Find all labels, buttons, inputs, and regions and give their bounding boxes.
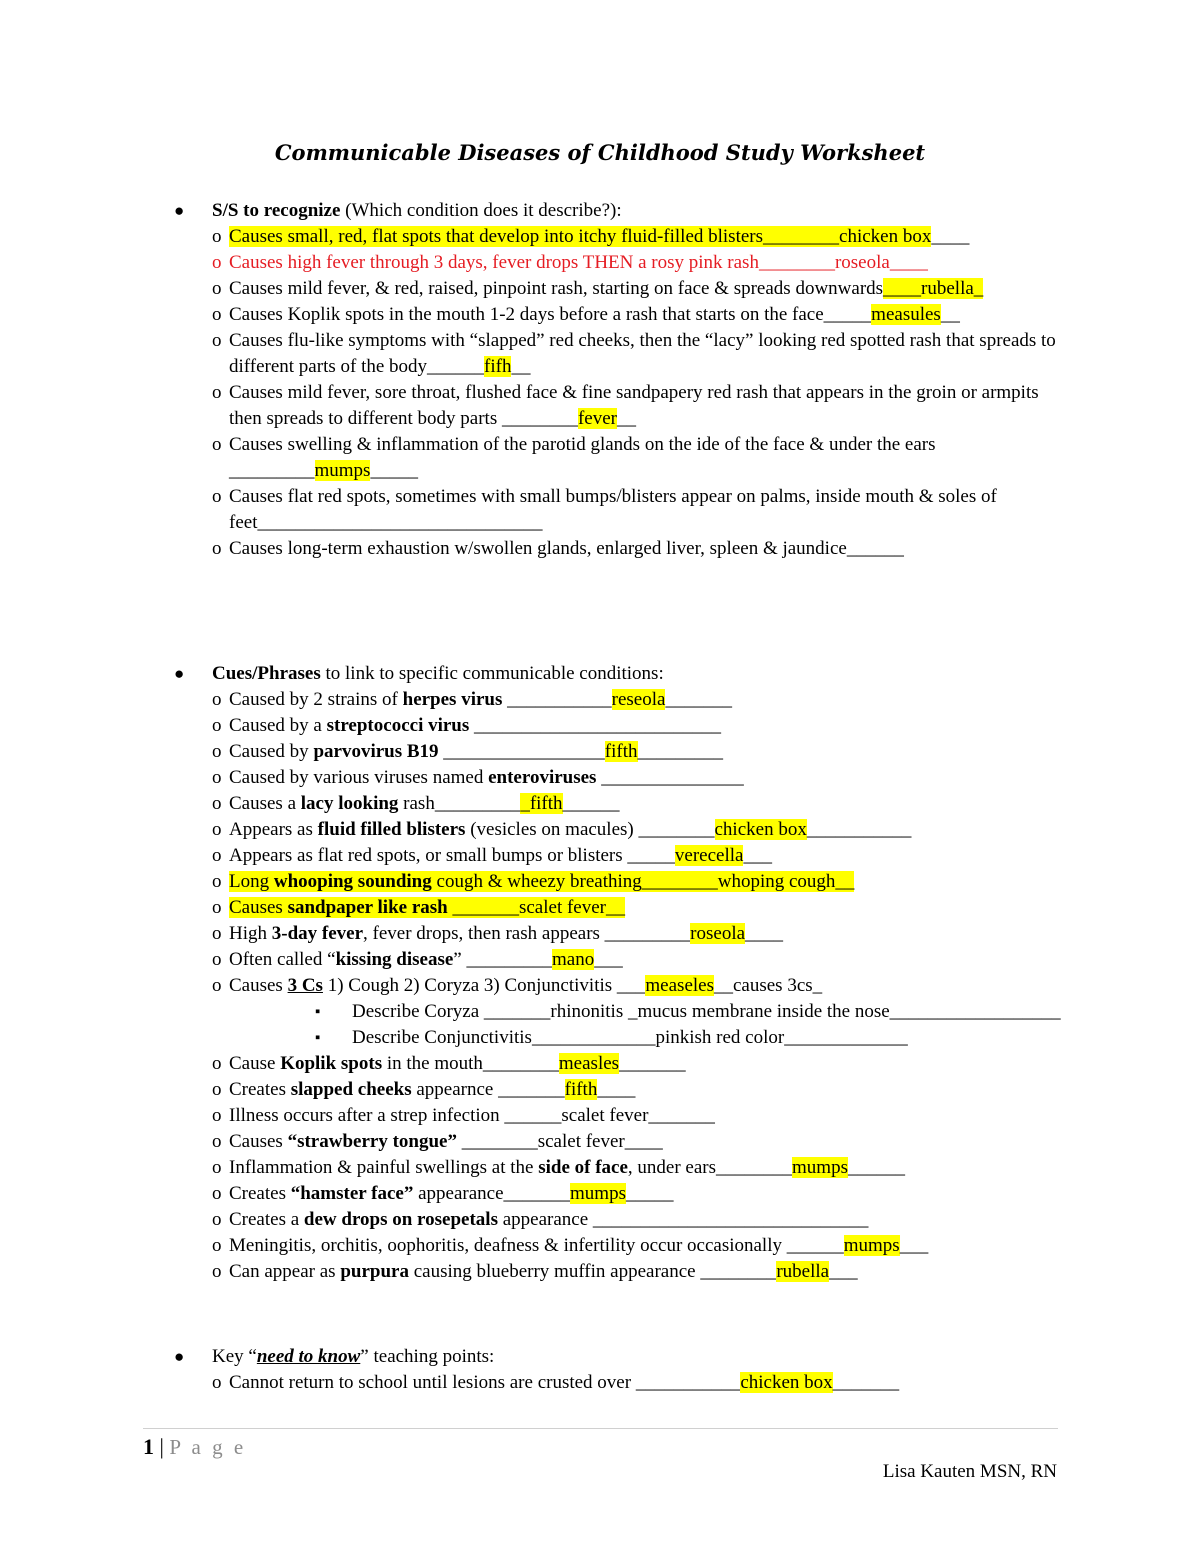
highlighted-answer: measles [558, 1053, 620, 1074]
list-item [212, 1370, 1072, 1396]
item-text: “hamster face” [290, 1183, 414, 1204]
list-item [212, 869, 1072, 895]
item-text: ____ [597, 1079, 636, 1100]
item-text: High [229, 923, 272, 944]
item-text: Causes [229, 1131, 288, 1152]
item-text: __ [617, 408, 636, 429]
item-text: Creates a [229, 1209, 304, 1230]
item-text: Appears as flat red spots, or small bumps or blisters _____ [229, 845, 675, 866]
highlighted-answer: chicken box [740, 1372, 833, 1393]
item-text: ___ [829, 1261, 858, 1282]
sub-list-item [212, 999, 1072, 1025]
item-text: _________________ [438, 741, 605, 762]
item-text: Causes Koplik spots in the mouth 1-2 days before a rash that starts on the face_____ [229, 304, 872, 325]
highlighted-answer: whoping cough__ [717, 871, 855, 892]
item-text: ______ [847, 1157, 905, 1178]
item-text: parvovirus B19 [313, 741, 439, 762]
item-text: causing blueberry muffin appearance ________ [408, 1261, 777, 1282]
highlighted-answer: fifth [564, 1079, 598, 1100]
highlighted-answer: reseola [611, 689, 666, 710]
item-text: 1) Cough 2) Coryza 3) Conjunctivitis ___ [322, 975, 646, 996]
highlighted-answer: sandpaper like rash [287, 897, 448, 918]
highlighted-answer: mumps [314, 460, 371, 481]
highlighted-answer: whooping sounding [273, 871, 432, 892]
item-text: _______________ [596, 767, 744, 788]
list-item [212, 1129, 1072, 1155]
key-list [212, 1370, 1072, 1396]
item-text: lacy looking [300, 793, 399, 814]
ss-list [212, 224, 1072, 562]
highlighted-answer: fifth [604, 741, 638, 762]
list-item [212, 432, 1072, 484]
item-text: Appears as [229, 819, 318, 840]
item-text: ___________ [502, 689, 612, 710]
list-item [212, 1077, 1072, 1103]
item-text: ” _________ [453, 949, 552, 970]
list-item [212, 973, 1072, 999]
item-text: Causes flat red spots, sometimes with small bumps/blisters appear on palms, inside mouth & soles of feet______________________________ [229, 486, 997, 533]
item-text: __ [511, 356, 531, 377]
item-text: ______ [562, 793, 620, 814]
list-item [212, 895, 1072, 921]
item-text: dew drops on rosepetals [303, 1209, 498, 1230]
bullet-icon: ● [174, 664, 185, 683]
item-text: in the mouth________ [382, 1053, 559, 1074]
item-text: _____ [370, 460, 418, 481]
list-item [212, 765, 1072, 791]
section-heading: S/S to recognize (Which condition does it describe?): [212, 200, 622, 221]
highlighted-answer: mano [551, 949, 595, 970]
item-text: (vesicles on macules) ________ [465, 819, 715, 840]
item-text: Caused by various viruses named [229, 767, 489, 788]
highlighted-answer: Long [229, 871, 274, 892]
list-item [212, 1181, 1072, 1207]
page-title: Communicable Diseases of Childhood Study Worksheet [274, 140, 926, 165]
item-text: Causes flu-like symptoms with “slapped” red cheeks, then the “lacy” looking red spotted rash that spreads to different parts of the body______ [229, 330, 1056, 377]
highlighted-answer: mumps [570, 1183, 626, 1204]
item-text: ___ [594, 949, 623, 970]
item-text: Caused by 2 strains of [229, 689, 403, 710]
item-text: ____ [931, 226, 970, 247]
item-text: Causes mild fever, & red, raised, pinpoint rash, starting on face & spreads downwards [229, 278, 884, 299]
list-item [212, 250, 1072, 276]
item-text: 3 Cs [287, 975, 323, 996]
list-item [212, 1103, 1072, 1129]
list-item [212, 739, 1072, 765]
list-item [212, 328, 1072, 380]
list-item [212, 1155, 1072, 1181]
section-heading: Cues/Phrases to link to specific communicable conditions: [212, 663, 664, 684]
item-text: Causes long-term exhaustion w/swollen glands, enlarged liver, spleen & jaundice______ [229, 538, 904, 559]
item-text: Illness occurs after a strep infection ______scalet fever_______ [229, 1105, 715, 1126]
item-text: streptococci virus [326, 715, 470, 736]
item-text: Can appear as [229, 1261, 341, 1282]
sub-list-item [212, 1025, 1072, 1051]
highlighted-answer: cough & wheezy breathing________ [431, 871, 718, 892]
list-item [212, 791, 1072, 817]
item-text: Inflammation & painful swellings at the [229, 1157, 539, 1178]
item-text: Causes [229, 975, 288, 996]
list-item [212, 843, 1072, 869]
highlighted-answer: measeles [645, 975, 714, 996]
item-text: herpes virus [402, 689, 503, 710]
highlighted-answer: chicken box [714, 819, 807, 840]
highlighted-answer: measules [871, 304, 941, 325]
list-item [212, 713, 1072, 739]
item-text: _______ [832, 1372, 900, 1393]
item-text: _______ [619, 1053, 686, 1074]
highlighted-answer: roseola [690, 923, 746, 944]
item-text: __ [940, 304, 960, 325]
item-text: __causes 3cs_ [713, 975, 823, 996]
section-heading: Key “need to know” teaching points: [212, 1346, 495, 1367]
cues-list [212, 687, 1072, 1285]
list-item [212, 1259, 1072, 1285]
item-text: Cannot return to school until lesions are crusted over ___________ [229, 1372, 741, 1393]
highlighted-answer: mumps [792, 1157, 848, 1178]
highlighted-answer: fever [577, 408, 617, 429]
list-item [212, 1051, 1072, 1077]
item-text: Caused by [229, 741, 314, 762]
item-text: kissing disease [335, 949, 454, 970]
item-text: Creates [229, 1079, 291, 1100]
item-text: appearance_______ [413, 1183, 571, 1204]
list-item [212, 224, 1072, 250]
item-text: _______ [665, 689, 732, 710]
list-item [212, 687, 1072, 713]
list-item [212, 947, 1072, 973]
page-number: 1 | P a g e [143, 1434, 247, 1459]
item-text: Describe Conjunctivitis_____________pinkish red color_____________ [352, 1027, 908, 1048]
item-text: purpura [340, 1261, 409, 1282]
item-text: fluid filled blisters [317, 819, 466, 840]
item-text: ___ [743, 845, 772, 866]
item-text: Cause [229, 1053, 281, 1074]
highlighted-answer: rubella [776, 1261, 830, 1282]
item-text: Caused by a [229, 715, 327, 736]
item-text: appearnce _______ [411, 1079, 565, 1100]
item-text: Koplik spots [280, 1053, 383, 1074]
item-text: _____ [625, 1183, 674, 1204]
item-text: Causes high fever through 3 days, fever drops THEN a rosy pink rash________roseola____ [229, 252, 928, 273]
item-text: , under ears________ [627, 1157, 793, 1178]
list-item [212, 276, 1072, 302]
item-text: side of face [538, 1157, 628, 1178]
list-item [212, 1207, 1072, 1233]
list-item [212, 536, 1072, 562]
item-text: appearance _____________________________ [497, 1209, 869, 1230]
bullet-icon: ● [174, 201, 185, 220]
item-text: ____ [745, 923, 784, 944]
item-text: rash_________ [398, 793, 521, 814]
item-text: slapped cheeks [290, 1079, 412, 1100]
ss-section [174, 198, 1072, 562]
highlighted-answer: _______scalet fever__ [447, 897, 625, 918]
item-text: Creates [229, 1183, 291, 1204]
list-item [212, 484, 1072, 536]
cues-section [174, 661, 1072, 1285]
footer-divider [143, 1428, 1058, 1429]
list-item [212, 380, 1072, 432]
item-text: ___ [899, 1235, 929, 1256]
list-item [212, 817, 1072, 843]
highlighted-answer: verecella [674, 845, 744, 866]
item-text: Often called “ [229, 949, 336, 970]
highlighted-answer: ____rubella_ [883, 278, 984, 299]
list-item [212, 302, 1072, 328]
item-text: Meningitis, orchitis, oophoritis, deafness & infertility occur occasionally ______ [229, 1235, 844, 1256]
item-text: _________ [637, 741, 724, 762]
list-item [212, 1233, 1072, 1259]
item-text: , fever drops, then rash appears _________ [363, 923, 691, 944]
highlighted-answer: mumps [843, 1235, 900, 1256]
item-text: enteroviruses [488, 767, 597, 788]
item-text: “strawberry tongue” [287, 1131, 457, 1152]
item-text: __________________________ [469, 715, 722, 736]
item-text: Describe Coryza _______rhinonitis _mucus membrane inside the nose__________________ [352, 1001, 1061, 1022]
list-item [212, 921, 1072, 947]
highlighted-answer: Causes [229, 897, 288, 918]
item-text: Causes a [229, 793, 301, 814]
item-text: ___________ [806, 819, 912, 840]
item-text: 3-day fever [271, 923, 364, 944]
item-text: ________scalet fever____ [456, 1131, 663, 1152]
bullet-icon: ● [174, 1347, 185, 1366]
key-section [174, 1344, 1072, 1396]
highlighted-answer: _fifth [520, 793, 563, 814]
highlighted-answer: fifh [484, 356, 512, 377]
item-text: Causes mild fever, sore throat, flushed face & fine sandpapery red rash that appears in the groin or armpits then spreads to different body parts ________ [229, 382, 1039, 429]
item-text: Causes swelling & inflammation of the parotid glands on the ide of the face & under the ears _________ [229, 434, 936, 481]
author-credit: Lisa Kauten MSN, RN [882, 1461, 1057, 1482]
highlighted-answer: Causes small, red, flat spots that develop into itchy fluid-filled blisters________chicken box [229, 226, 932, 247]
